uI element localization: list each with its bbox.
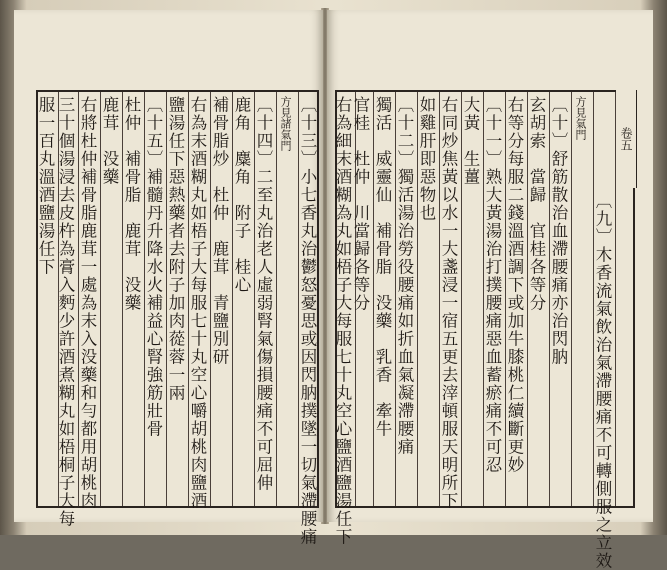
text-column: 如雞肝即惡物也	[417, 96, 436, 222]
text-column: 補骨脂炒 杜仲 鹿茸 青鹽別研	[210, 96, 229, 366]
folio-label: 卷五	[615, 90, 637, 188]
text-column: 〔九〕木香流氣飲治氣滯腰痛不可轉側服之立效	[593, 192, 612, 570]
text-column: 官桂 杜仲 川當歸各等分	[351, 96, 370, 312]
text-column: 鹿角 麋角 附子 桂心	[232, 96, 251, 294]
text-column: 右等分每服二錢溫酒調下或加牛膝桃仁續斷更妙	[505, 96, 524, 474]
left-text-frame	[36, 90, 319, 546]
text-column: 玄胡索 當歸 官桂各等分	[527, 96, 546, 312]
text-column: 〔十四〕二至丸治老人虛弱腎氣傷損腰痛不可屈伸	[254, 96, 273, 492]
text-column: 三十個湯浸去皮杵為膏入麪少許酒煮糊丸如梧桐子大每	[56, 96, 75, 528]
text-column: 〔十〕舒筋散治血滯腰痛亦治閃肭	[549, 96, 568, 366]
text-column: 右將杜仲補骨脂鹿茸一處為末入没藥和勻都用胡桃肉	[78, 96, 97, 510]
text-column: 杜仲 補骨脂 鹿茸 没藥	[122, 96, 141, 312]
right-page	[327, 10, 653, 570]
text-column: 服一百丸溫酒鹽湯任下	[36, 96, 55, 276]
left-page	[14, 10, 323, 546]
text-column: 〔十五〕補髓丹升降水火補益心腎強筋壯骨	[144, 96, 163, 438]
text-column: 〔十二〕獨活湯治勞役腰痛如折血氣凝滯腰痛	[395, 96, 414, 456]
text-column: 右為末酒糊丸如梧子大每服七十丸空心嚼胡桃肉鹽酒	[188, 96, 207, 510]
text-column: 獨活 威靈仙 補骨脂 没藥 乳香 牽牛	[373, 96, 392, 438]
text-column: 〔十一〕熟大黃湯治打撲腰痛惡血蓄瘀痛不可忍	[483, 96, 502, 474]
text-column: 右為細末酒糊為丸如梧子大每服七十丸空心鹽酒鹽湯任下	[333, 96, 352, 546]
text-column: 方見氣門	[574, 96, 587, 140]
text-column: 方見諸氣門	[279, 96, 292, 151]
text-column: 鹿茸 没藥	[100, 96, 119, 186]
text-column: 鹽湯任下惡熱藥者去附子加肉蓯蓉一兩	[166, 96, 185, 402]
text-column: 右同炒焦黃以水一大盞浸一宿五更去滓頓服天明所下	[439, 96, 458, 510]
right-text-frame	[333, 90, 635, 570]
text-column: 大黃 生薑	[461, 96, 480, 186]
text-column: 〔十三〕小七香丸治鬱怒憂思或因閃肭撲墜一切氣滯腰痛	[298, 96, 317, 546]
